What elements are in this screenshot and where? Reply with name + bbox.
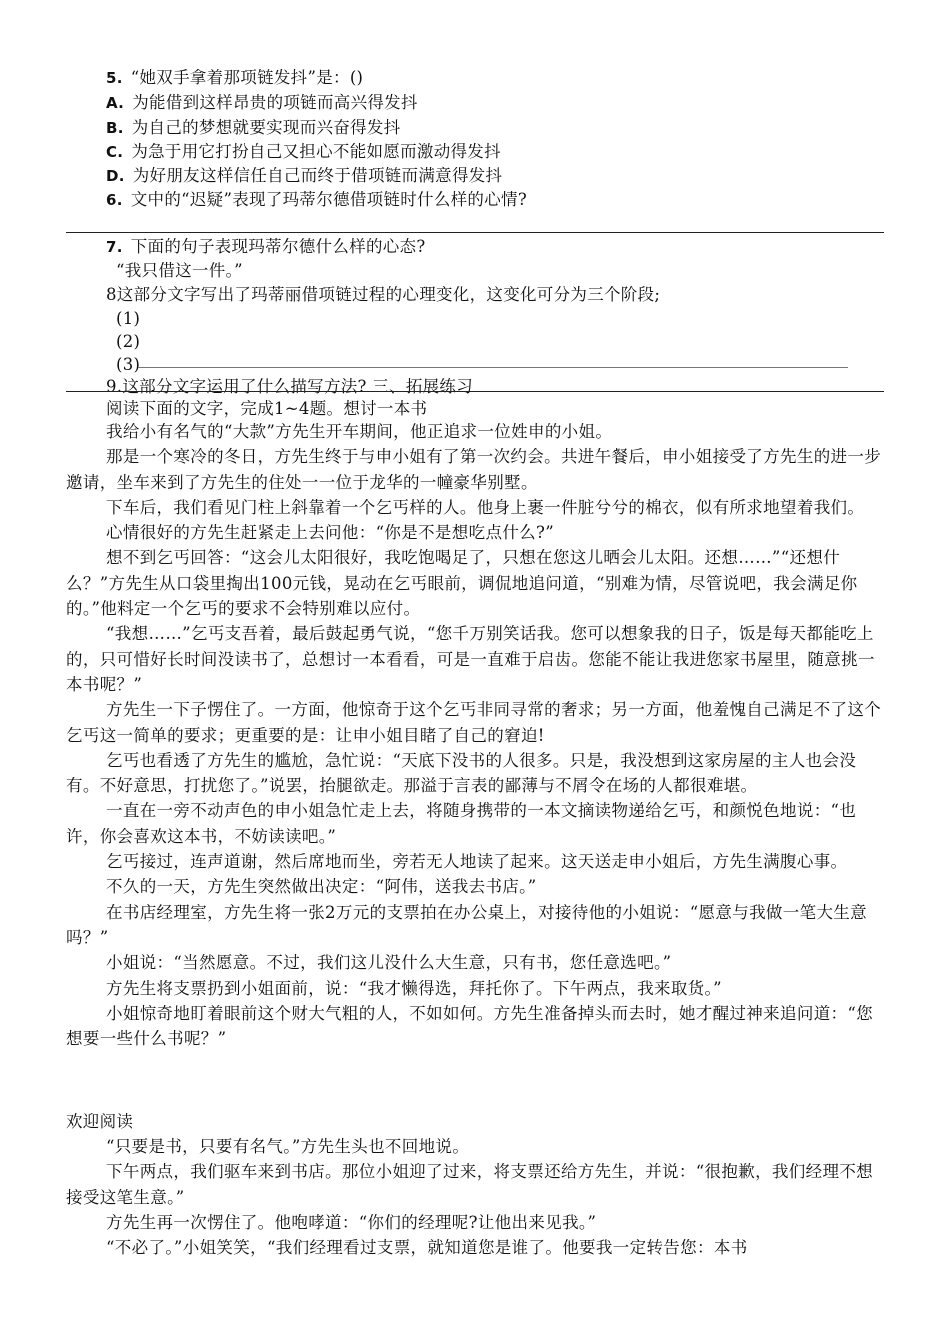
story-paragraph: 方先生将支票扔到小姐面前，说：“我才懒得选，拜托你了。下午两点，我来取货。” (106, 978, 722, 998)
story-paragraph: 乞丐接过，连声道谢，然后席地而坐，旁若无人地读了起来。这天送走申小姐后，方先生满腹心事。 (106, 852, 848, 872)
story-paragraph: 乞丐也看透了方先生的尴尬，急忙说：“天底下没书的人很多。只是，我没想到这家房屋的主人也会没有。不好意思，打扰您了。”说罢，抬腿欲走。那溢于言表的鄙薄与不屑令在场的人都很难堪。 (66, 750, 857, 796)
question-8: 8这部分文字写出了玛蒂丽借项链过程的心理变化，这变化可分为三个阶段; (106, 285, 661, 304)
option-c: C. 为急于用它打扮自己又担心不能如愿而激动得发抖 (106, 142, 501, 161)
reading-intro: 阅读下面的文字，完成1~4题。想讨一本书 (106, 399, 428, 418)
story-part-2 (66, 1134, 882, 1260)
story-part-1 (66, 419, 882, 1051)
story-paragraph: 我给小有名气的“大款”方先生开车期间，他正追求一位姓申的小姐。 (106, 422, 613, 441)
story-paragraph: 在书店经理室，方先生将一张2万元的支票拍在办公桌上，对接待他的小姐说：“愿意与我做一笔大生意吗？” (66, 902, 868, 947)
story-paragraph: 一直在一旁不动声色的申小姐急忙走上去，将随身携带的一本文摘读物递给乞丐，和颜悦色地说：“也许，你会喜欢这本书，不妨读读吧。” (66, 801, 857, 846)
question-9: 9.这部分文字运用了什么描写方法? 三、拓展练习 (106, 377, 474, 396)
story-paragraph: 想不到乞丐回答：“这会儿太阳很好，我吃饱喝足了，只想在您这儿晒会儿太阳。还想……”“还想什么？”方先生从口袋里掏出100元钱，晃动在乞丐眼前，调侃地追问道，“别难为情，尽管说吧，我会满足你的。”他料定一个乞丐的要求不会特别难以应付。 (66, 548, 858, 619)
question-7-quote: “我只借这一件。” (116, 261, 243, 280)
option-b: B. 为自己的梦想就要实现而兴奋得发抖 (106, 118, 401, 137)
story-paragraph: 那是一个寒冷的冬日，方先生终于与申小姐有了第一次约会。共进午餐后，申小姐接受了方先生的进一步邀请，坐车来到了方先生的住处一一位于龙华的一幢豪华别墅。 (66, 447, 882, 492)
question-7: 7. 下面的句子表现玛蒂尔德什么样的心态? (106, 237, 426, 256)
question-6: 6. 文中的“迟疑”表现了玛蒂尔德借项链时什么样的心情? (106, 190, 527, 209)
answer-line-9 (66, 391, 884, 392)
answer-line-8-3 (138, 367, 848, 368)
answer-line-6 (66, 232, 884, 233)
story-paragraph: 不久的一天，方先生突然做出决定：“阿伟，送我去书店。” (106, 877, 537, 897)
question-8-item-2: (2) (116, 332, 141, 351)
question-8-item-3: (3) (116, 355, 141, 374)
story-paragraph: 方先生再一次愣住了。他咆哮道：“你们的经理呢?让他出来见我。” (106, 1212, 597, 1232)
question-5: 5. “她双手拿着那项链发抖”是：() (106, 68, 364, 87)
story-paragraph: 小姐惊奇地盯着眼前这个财大气粗的人，不如如何。方先生准备掉头而去时，她才醒过神来追问道：“您想要一些什么书呢？” (66, 1003, 874, 1049)
story-paragraph: “只要是书，只要有名气。”方先生头也不回地说。 (106, 1137, 470, 1156)
option-a: A. 为能借到这样昂贵的项链而高兴得发抖 (106, 93, 418, 112)
story-paragraph: 下车后，我们看见门柱上斜靠着一个乞丐样的人。他身上裹一件脏兮兮的棉衣，似有所求地望着我们。 (106, 497, 865, 517)
option-d: D. 为好朋友这样信任自己而终于借项链而满意得发抖 (106, 166, 503, 185)
welcome-text: 欢迎阅读 (66, 1112, 134, 1131)
story-paragraph: “不必了。”小姐笑笑，“我们经理看过支票，就知道您是谁了。他要我一定转告您：本书 (106, 1238, 748, 1258)
story-paragraph: 小姐说：“当然愿意。不过，我们这儿没什么大生意，只有书，您任意选吧。” (106, 953, 672, 973)
question-8-item-1: (1) (116, 309, 141, 328)
story-paragraph: “我想……”乞丐支吾着，最后鼓起勇气说，“您千万别笑话我。您可以想象我的日子，饭是每天都能吃上的，只可惜好长时间没读书了，总想讨一本看看，可是一直难于启齿。您能不能让我进您家书屋里，随意挑一本书呢？” (66, 624, 875, 694)
story-paragraph: 心情很好的方先生赶紧走上去问他：“你是不是想吃点什么?” (106, 523, 555, 543)
story-paragraph: 方先生一下子愣住了。一方面，他惊奇于这个乞丐非同寻常的奢求；另一方面，他羞愧自己满足不了这个乞丐这一简单的要求；更重要的是：让申小姐目睹了自己的窘迫! (66, 700, 882, 745)
story-paragraph: 下午两点，我们驱车来到书店。那位小姐迎了过来，将支票还给方先生，并说：“很抱歉，我们经理不想接受这笔生意。” (66, 1162, 874, 1207)
